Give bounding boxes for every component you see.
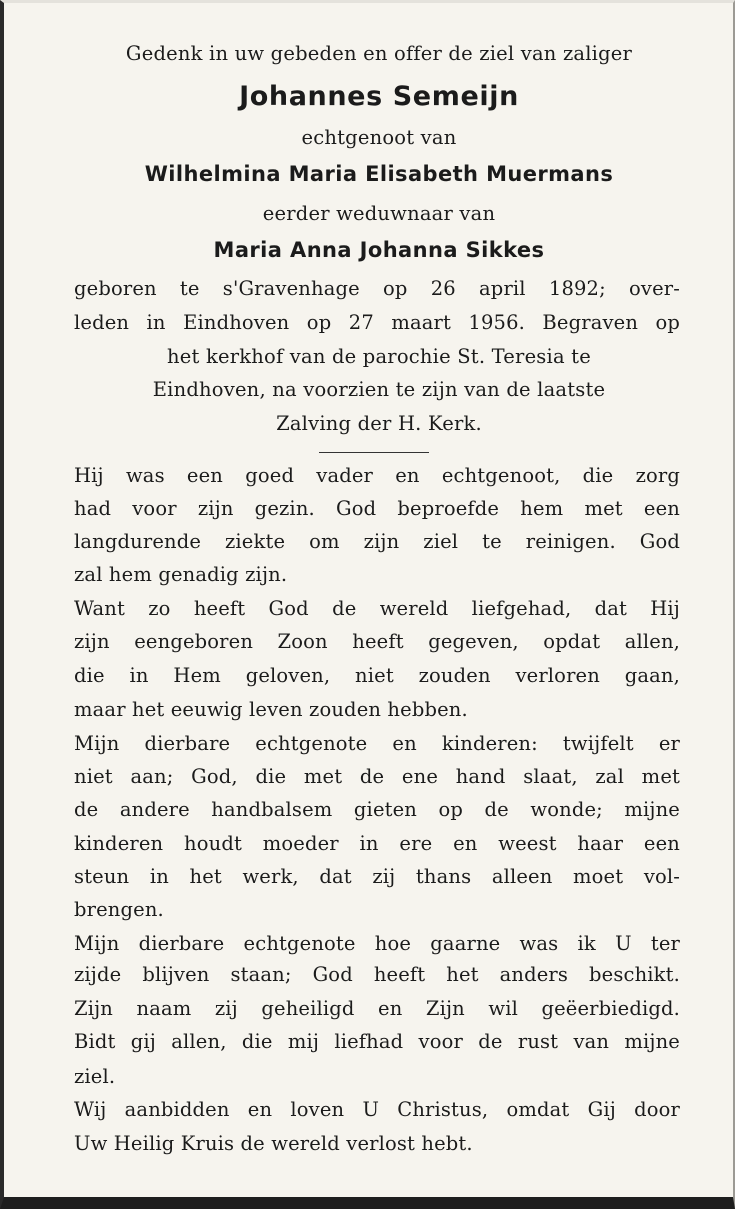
divider-rule: [319, 452, 429, 453]
biography-line: leden in Eindhoven op 27 maart 1956. Begraven op: [74, 311, 680, 334]
text-line: had voor zijn gezin. God beproefde hem met een: [74, 497, 680, 520]
text-line: niet aan; God, die met de ene hand slaat, zal met: [74, 765, 680, 788]
text-line: Want zo heeft God de wereld liefgehad, dat Hij: [74, 597, 680, 620]
text-line: Hij was een goed vader en echtgenoot, die zorg: [74, 464, 680, 487]
text-line: steun in het werk, dat zij thans alleen moet vol-: [74, 865, 680, 888]
text-line: kinderen houdt moeder in ere en weest haar een: [74, 832, 680, 855]
text-line: zijn eengeboren Zoon heeft gegeven, opdat allen,: [74, 630, 680, 653]
text-line: Bidt gij allen, die mij liefhad voor de rust van mijne: [74, 1030, 680, 1053]
text-line: de andere handbalsem gieten op de wonde; mijne: [74, 798, 680, 821]
text-line: Mijn dierbare echtgenote en kinderen: twijfelt er: [74, 732, 680, 755]
biography-line: het kerkhof van de parochie St. Teresia te: [167, 345, 591, 368]
biography-line: Eindhoven, na voorzien te zijn van de laatste: [152, 378, 606, 401]
text-line: langdurende ziekte om zijn ziel te reinigen. God: [74, 530, 680, 553]
text-line: Wij aanbidden en loven U Christus, omdat Gij door: [74, 1098, 680, 1121]
text-line: die in Hem geloven, niet zouden verloren gaan,: [74, 664, 680, 687]
biography-line: Zalving der H. Kerk.: [276, 412, 482, 435]
spouse-name: Wilhelmina Maria Elisabeth Muermans: [144, 162, 614, 186]
text-line: zal hem genadig zijn.: [74, 563, 288, 586]
text-line: Mijn dierbare echtgenote hoe gaarne was ik U ter: [74, 932, 680, 955]
biography-line: geboren te s'Gravenhage op 26 april 1892; over-: [74, 277, 680, 300]
deceased-name: Johannes Semeijn: [239, 81, 519, 112]
former-spouse-name: Maria Anna Johanna Sikkes: [213, 238, 545, 262]
text-line: zijde blijven staan; God heeft het anders beschikt.: [74, 963, 680, 986]
text-line: Zijn naam zij geheiligd en Zijn wil geëerbiedigd.: [74, 997, 680, 1020]
text-line: brengen.: [74, 898, 164, 921]
text-line: Uw Heilig Kruis de wereld verlost hebt.: [74, 1132, 473, 1155]
relation-line: eerder weduwnaar van: [262, 202, 496, 225]
intro-line: Gedenk in uw gebeden en offer de ziel van zaliger: [125, 42, 633, 65]
text-line: maar het eeuwig leven zouden hebben.: [74, 698, 468, 721]
text-line: ziel.: [74, 1065, 116, 1088]
relation-line: echtgenoot van: [301, 126, 457, 149]
